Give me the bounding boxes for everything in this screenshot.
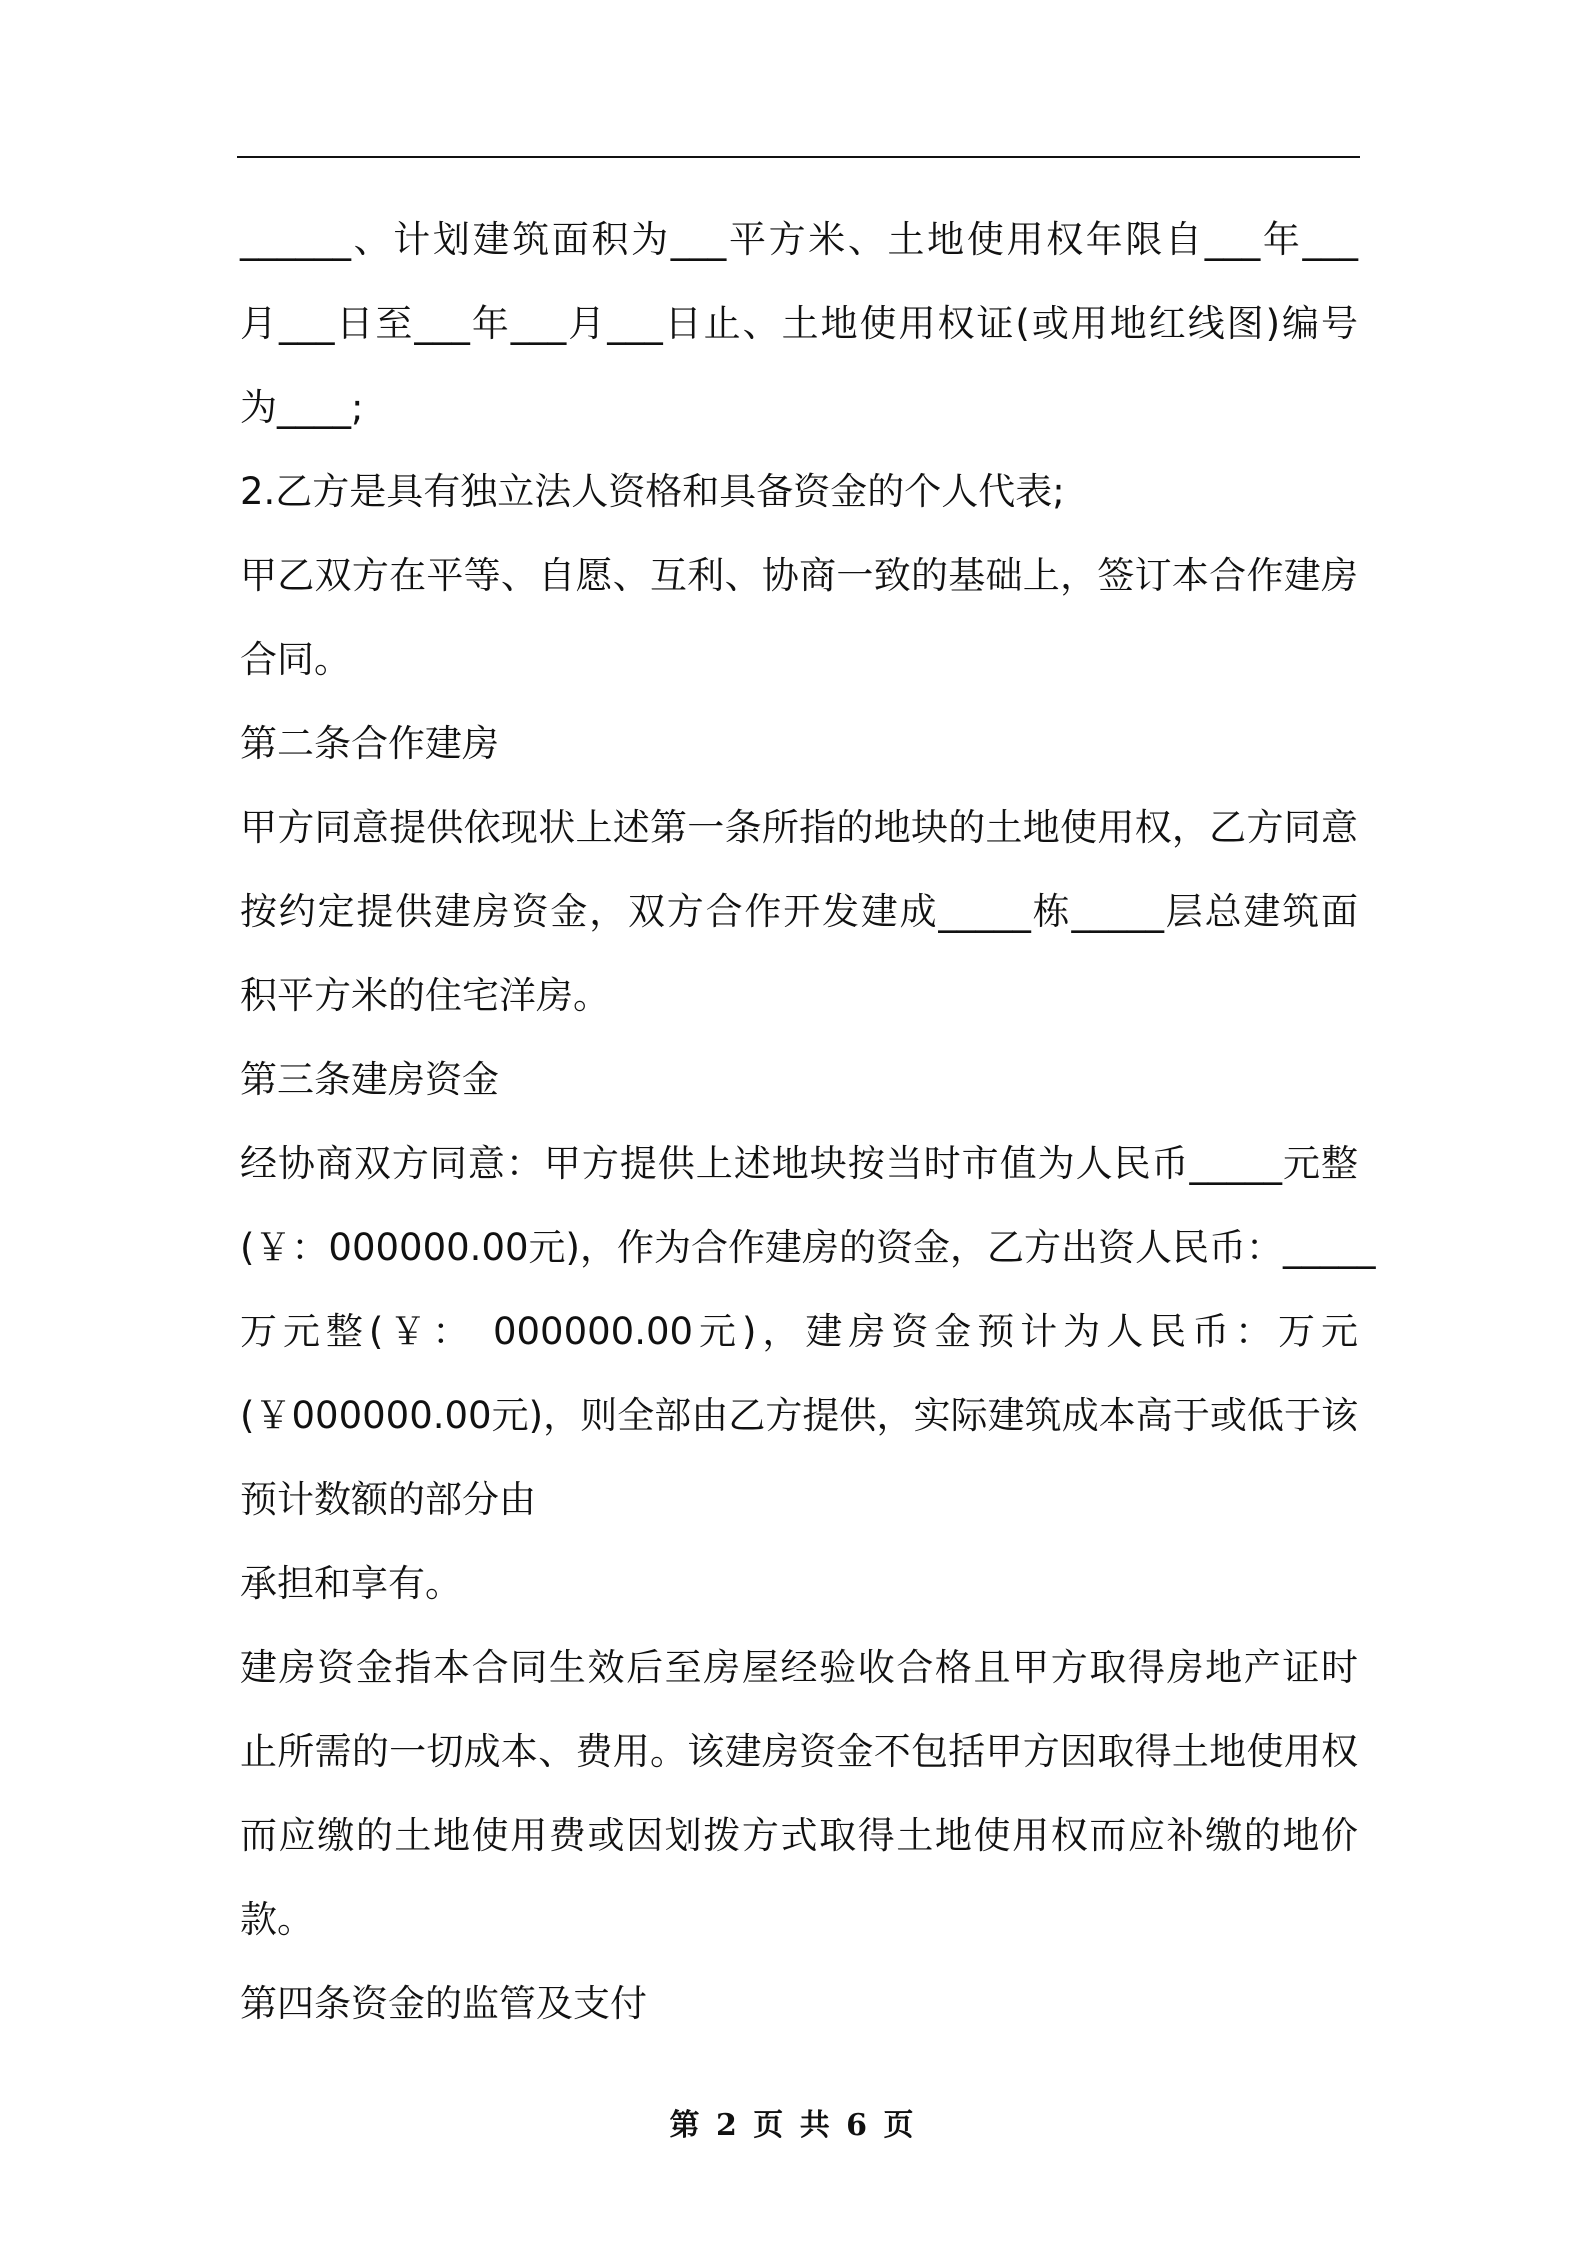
section-heading: 第四条资金的监管及支付 — [240, 1982, 647, 2025]
body-line: 合同。 — [240, 638, 351, 681]
header-rule — [237, 156, 1360, 158]
body-line: (￥：000000.00元)，作为合作建房的资金，乙方出资人民币：_____ — [240, 1226, 1376, 1269]
document-body — [240, 198, 1376, 2046]
body-line: 承担和享有。 — [240, 1562, 462, 1605]
body-line: 而应缴的土地使用费或因划拨方式取得土地使用权而应补缴的地价 — [240, 1814, 1358, 1857]
body-line: 2.乙方是具有独立法人资格和具备资金的个人代表; — [240, 470, 1065, 513]
section-heading: 第三条建房资金 — [240, 1058, 499, 1101]
body-line: 万元整(￥： 000000.00元)，建房资金预计为人民币：万元 — [240, 1310, 1358, 1353]
body-line: 经协商双方同意：甲方提供上述地块按当时市值为人民币_____元整 — [240, 1142, 1358, 1185]
body-line: 为____; — [240, 386, 364, 429]
body-line: (￥000000.00元)，则全部由乙方提供，实际建筑成本高于或低于该 — [240, 1394, 1358, 1437]
page-number: 第 2 页 共 6 页 — [669, 2108, 917, 2143]
section-heading: 第二条合作建房 — [240, 722, 499, 765]
body-line: 预计数额的部分由 — [240, 1478, 536, 1521]
body-line: 积平方米的住宅洋房。 — [240, 974, 610, 1017]
body-line: 止所需的一切成本、费用。该建房资金不包括甲方因取得土地使用权 — [240, 1730, 1358, 1773]
body-line: 款。 — [240, 1898, 314, 1941]
body-line: 甲方同意提供依现状上述第一条所指的地块的土地使用权，乙方同意 — [240, 806, 1358, 849]
body-line: 月___日至___年___月___日止、土地使用权证(或用地红线图)编号 — [240, 302, 1358, 345]
body-line: 建房资金指本合同生效后至房屋经验收合格且甲方取得房地产证时 — [240, 1646, 1358, 1689]
body-line: ______、计划建筑面积为___平方米、土地使用权年限自___年___ — [240, 218, 1358, 261]
body-line: 甲乙双方在平等、自愿、互利、协商一致的基础上，签订本合作建房 — [240, 554, 1358, 597]
body-line: 按约定提供建房资金，双方合作开发建成_____栋_____层总建筑面 — [240, 890, 1358, 933]
